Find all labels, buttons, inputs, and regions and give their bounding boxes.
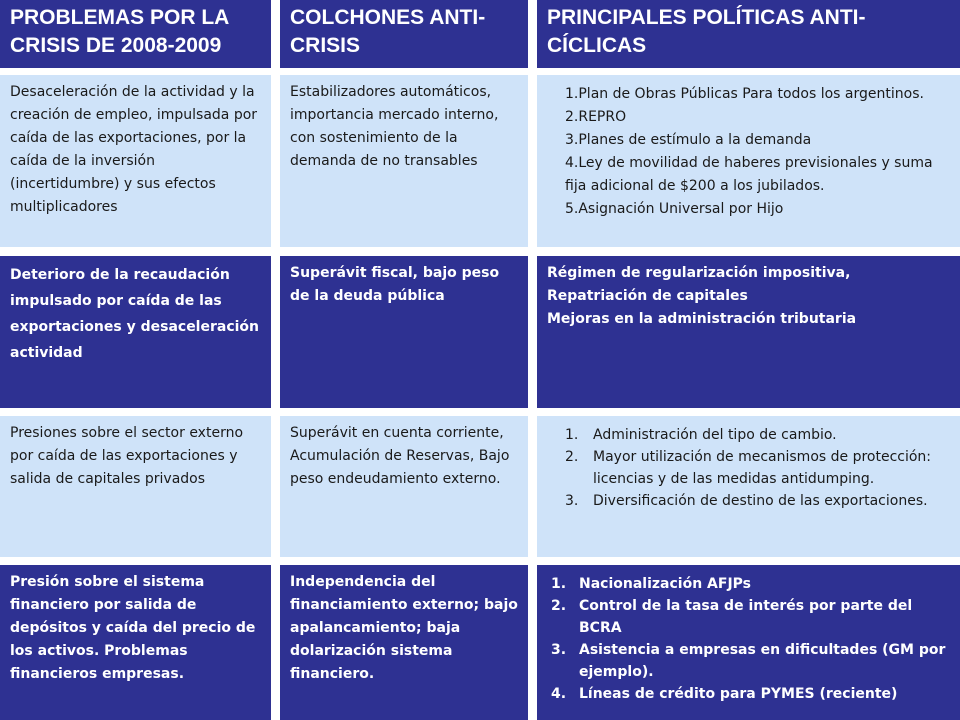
policy-number: 3. — [565, 132, 579, 148]
policy-item — [565, 424, 946, 446]
policy-item — [565, 446, 946, 490]
policy-item — [565, 152, 946, 198]
policy-line: Repatriación de capitales — [547, 288, 748, 304]
policy-number: 1. — [565, 427, 579, 443]
header-policies: PRINCIPALES POLÍTICAS ANTI-CÍCLICAS — [537, 0, 960, 68]
policies-cell-2 — [537, 256, 960, 408]
policy-text: Nacionalización AFJPs — [579, 576, 751, 592]
header-cushions: COLCHONES ANTI-CRISIS — [280, 0, 528, 68]
policy-item — [565, 106, 946, 129]
problem-cell-3: Presiones sobre el sector externo por caída de las exportaciones y salida de capitales privados — [0, 416, 271, 557]
policy-item — [551, 639, 946, 683]
policy-text: Plan de Obras Públicas Para todos los argentinos. — [578, 86, 924, 102]
policy-number: 4. — [551, 686, 567, 702]
policy-text: Control de la tasa de interés por parte del BCRA — [579, 598, 913, 636]
policy-number: 2. — [565, 109, 579, 125]
policy-item — [551, 595, 946, 639]
policies-cell-3 — [537, 416, 960, 557]
policy-item — [565, 490, 946, 512]
policy-line: Mejoras en la administración tributaria — [547, 311, 857, 327]
policy-item — [565, 198, 946, 221]
policies-cell-4 — [537, 565, 960, 720]
cushion-cell-2: Superávit fiscal, bajo peso de la deuda pública — [280, 256, 528, 408]
policy-number: 1. — [565, 86, 579, 102]
cushion-cell-4: Independencia del financiamiento externo; bajo apalancamiento; baja dolarización sistema financiero. — [280, 565, 528, 720]
policy-text: Administración del tipo de cambio. — [593, 427, 837, 443]
problem-cell-4: Presión sobre el sistema financiero por salida de depósitos y caída del precio de los activos. Problemas financieros empresas. — [0, 565, 271, 720]
policy-line: Régimen de regularización impositiva, — [547, 265, 851, 281]
policy-text: Mayor utilización de mecanismos de protección: licencias y de las medidas antidumping. — [593, 449, 932, 487]
policy-number: 5. — [565, 201, 579, 217]
policy-text: Líneas de crédito para PYMES (reciente) — [579, 686, 898, 702]
policy-number: 3. — [551, 642, 567, 658]
policy-text: Diversificación de destino de las exportaciones. — [593, 493, 928, 509]
policy-number: 1. — [551, 576, 567, 592]
policy-text: Ley de movilidad de haberes previsionales y suma fija adicional de $200 a los jubilados. — [565, 155, 933, 194]
policy-item — [551, 683, 946, 705]
policy-text: Asistencia a empresas en dificultades (GM por ejemplo). — [579, 642, 946, 680]
policy-text: Planes de estímulo a la demanda — [578, 132, 812, 148]
problem-cell-2: Deterioro de la recaudación impulsado por caída de las exportaciones y desaceleración actividad — [0, 256, 271, 408]
policy-item — [551, 573, 946, 595]
policy-text: REPRO — [578, 109, 627, 125]
problem-cell-1: Desaceleración de la actividad y la creación de empleo, impulsada por caída de las exportaciones, por la caída de la inversión (incertidumbre) y sus efectos multiplicadores — [0, 75, 271, 247]
policy-number: 2. — [565, 449, 579, 465]
policies-cell-1 — [537, 75, 960, 247]
policy-number: 4. — [565, 155, 579, 171]
policy-text: Asignación Universal por Hijo — [578, 201, 784, 217]
cushion-cell-1: Estabilizadores automáticos, importancia mercado interno, con sostenimiento de la demanda de no transables — [280, 75, 528, 247]
policy-item — [565, 83, 946, 106]
policy-item — [565, 129, 946, 152]
cushion-cell-3: Superávit en cuenta corriente, Acumulación de Reservas, Bajo peso endeudamiento externo. — [280, 416, 528, 557]
header-problems: PROBLEMAS POR LA CRISIS DE 2008-2009 — [0, 0, 271, 68]
policy-number: 2. — [551, 598, 567, 614]
policy-number: 3. — [565, 493, 579, 509]
